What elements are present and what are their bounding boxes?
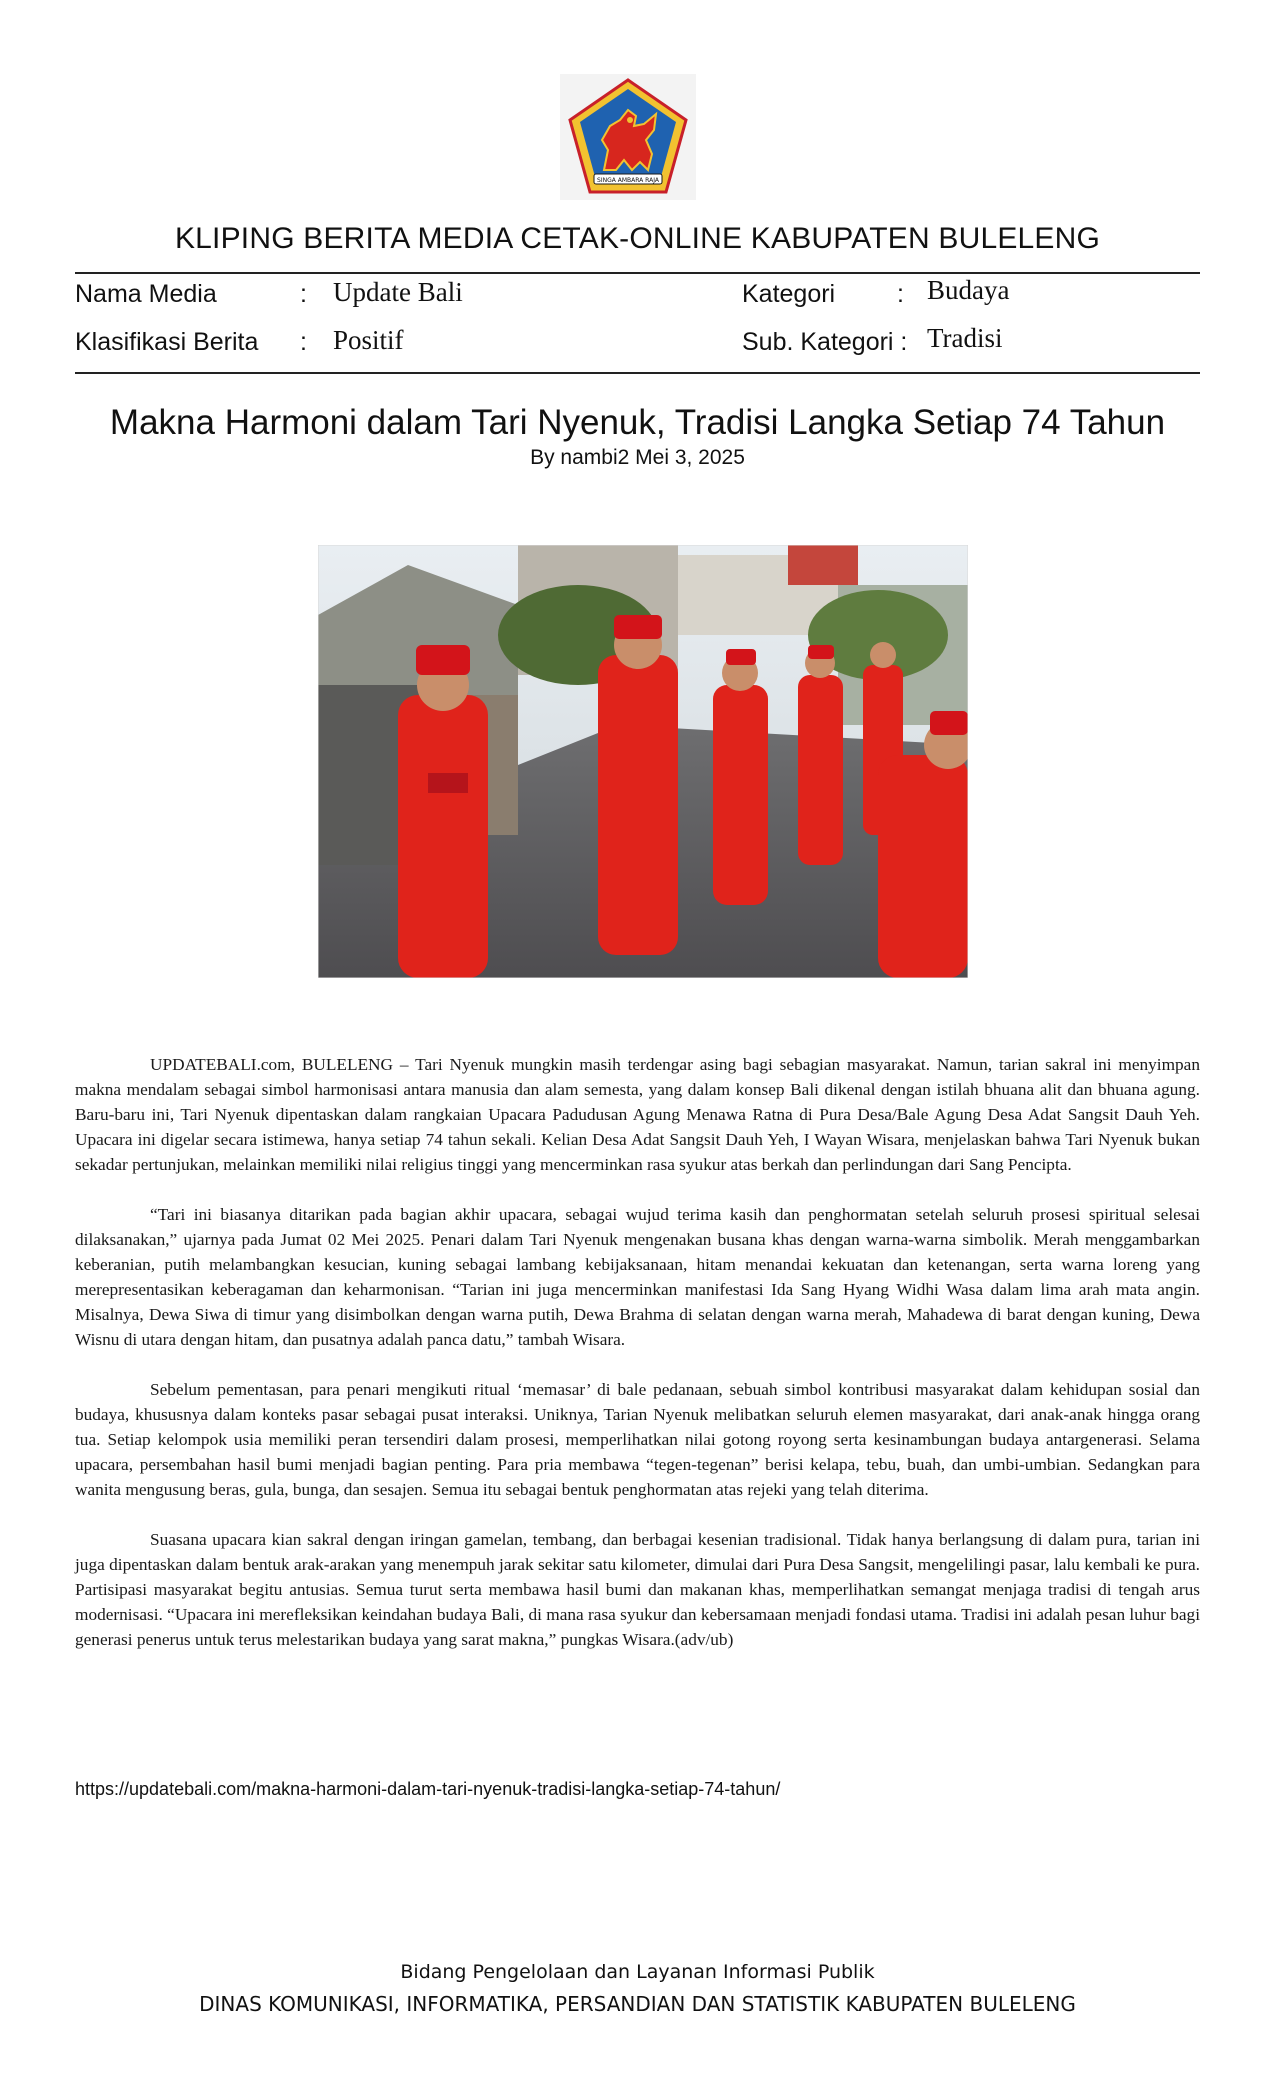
article-photo xyxy=(318,545,968,978)
category-colon: : xyxy=(897,280,904,308)
article-paragraph: Sebelum pementasan, para penari mengikuti ritual ‘memasar’ di bale pedanaan, sebuah simbol kontribusi masyarakat dalam kehidupan sosial dan budaya, khususnya dalam konteks pasar sebagai pusat interaksi. Uniknya, Tarian Nyenuk melibatkan seluruh elemen masyarakat, dari anak-anak hingga orang tua. Setiap kelompok usia memiliki peran tersendiri dalam prosesi, memperlihatkan nilai gotong royong serta kesinambungan budaya antargenerasi. Selama upacara, persembahan hasil bumi menjadi bagian penting. Para pria membawa “tegen-tegenan” berisi kelapa, tebu, buah, dan umbi-umbian. Sedangkan para wanita mengusung beras, gula, bunga, dan sesajen. Semua itu sebagai bentuk penghormatan atas rejeki yang telah diterima. xyxy=(75,1380,1200,1499)
buleleng-emblem-icon xyxy=(560,74,696,200)
category-value: Budaya xyxy=(927,275,1010,305)
classification-value: Positif xyxy=(333,325,404,355)
clipping-header-title: KLIPING BERITA MEDIA CETAK-ONLINE KABUPATEN BULELENG xyxy=(174,222,1101,255)
emblem-motto: SINGA AMBARA RAJA xyxy=(597,177,659,184)
article-paragraph: UPDATEBALI.com, BULELENG – Tari Nyenuk mungkin masih terdengar asing bagi sebagian masyarakat. Namun, tarian sakral ini menyimpan makna mendalam sebagai simbol harmonisasi antara manusia dan alam semesta, yang dalam konsep Bali dikenal dengan istilah bhuana alit dan bhuana agung. Baru-baru ini, Tari Nyenuk dipentaskan dalam rangkaian Upacara Padudusan Agung Menawa Ratna di Pura Desa/Bale Agung Desa Adat Sangsit Dauh Yeh. Upacara ini digelar secara istimewa, hanya setiap 74 tahun sekali. Kelian Desa Adat Sangsit Dauh Yeh, I Wayan Wisara, menjelaskan bahwa Tari Nyenuk bukan sekadar pertunjukan, melainkan memiliki nilai religius tinggi yang mencerminkan rasa syukur atas berkah dan perlindungan dari Sang Pencipta. xyxy=(75,1055,1200,1174)
footer-agency: DINAS KOMUNIKASI, INFORMATIKA, PERSANDIAN DAN STATISTIK KABUPATEN BULELENG xyxy=(199,1992,1076,2016)
source-url-link[interactable]: https://updatebali.com/makna-harmoni-dalam-tari-nyenuk-tradisi-langka-setiap-74-tahun/ xyxy=(75,1779,781,1799)
category-label: Kategori xyxy=(742,280,836,308)
subcategory-value: Tradisi xyxy=(927,323,1003,353)
media-name-colon: : xyxy=(300,280,307,308)
article-byline: By nambi2 Mei 3, 2025 xyxy=(530,446,745,469)
article-title: Makna Harmoni dalam Tari Nyenuk, Tradisi Langka Setiap 74 Tahun xyxy=(109,403,1166,442)
media-name-label: Nama Media xyxy=(75,280,217,308)
classification-colon: : xyxy=(300,328,307,356)
article-body xyxy=(75,1052,1200,1677)
footer-division: Bidang Pengelolaan dan Layanan Informasi Publik xyxy=(400,1961,875,1983)
subcategory-label: Sub. Kategori : xyxy=(742,328,908,356)
article-paragraph: Suasana upacara kian sakral dengan iringan gamelan, tembang, dan berbagai kesenian tradisional. Tidak hanya berlangsung di dalam pura, tarian ini juga dipentaskan dalam bentuk arak-arakan yang menempuh jarak sekitar satu kilometer, dimulai dari Pura Desa Sangsit, mengelilingi pasar, lalu kembali ke pura. Partisipasi masyarakat begitu antusias. Semua turut serta membawa hasil bumi dan makanan khas, memperlihatkan semangat menjaga tradisi di tengah arus modernisasi. “Upacara ini merefleksikan keindahan budaya Bali, di mana rasa syukur dan kebersamaan menjadi fondasi utama. Tradisi ini adalah pesan luhur bagi generasi penerus untuk terus melestarikan budaya yang sarat makna,” pungkas Wisara.(adv/ub) xyxy=(75,1530,1200,1649)
header-top-divider xyxy=(75,272,1200,274)
header-bottom-divider xyxy=(75,372,1200,374)
article-paragraph: “Tari ini biasanya ditarikan pada bagian akhir upacara, sebagai wujud terima kasih dan penghormatan setelah seluruh prosesi spiritual selesai dilaksanakan,” ujarnya pada Jumat 02 Mei 2025. Penari dalam Tari Nyenuk mengenakan busana khas dengan warna-warna simbolik. Merah menggambarkan keberanian, putih melambangkan kesucian, kuning sebagai lambang kebijaksanaan, hitam menandai kekuatan dan ketenangan, serta warna loreng yang merepresentasikan keberagaman dan keharmonisan. “Tarian ini juga mencerminkan manifestasi Ida Sang Hyang Widhi Wasa dalam lima arah mata angin. Misalnya, Dewa Siwa di timur yang disimbolkan dengan warna putih, Dewa Brahma di selatan dengan warna merah, Mahadewa di barat dengan kuning, Dewa Wisnu di utara dengan hitam, dan pusatnya adalah panca datu,” tambah Wisara. xyxy=(75,1205,1200,1349)
media-name-value: Update Bali xyxy=(333,277,463,307)
classification-label: Klasifikasi Berita xyxy=(75,328,259,356)
